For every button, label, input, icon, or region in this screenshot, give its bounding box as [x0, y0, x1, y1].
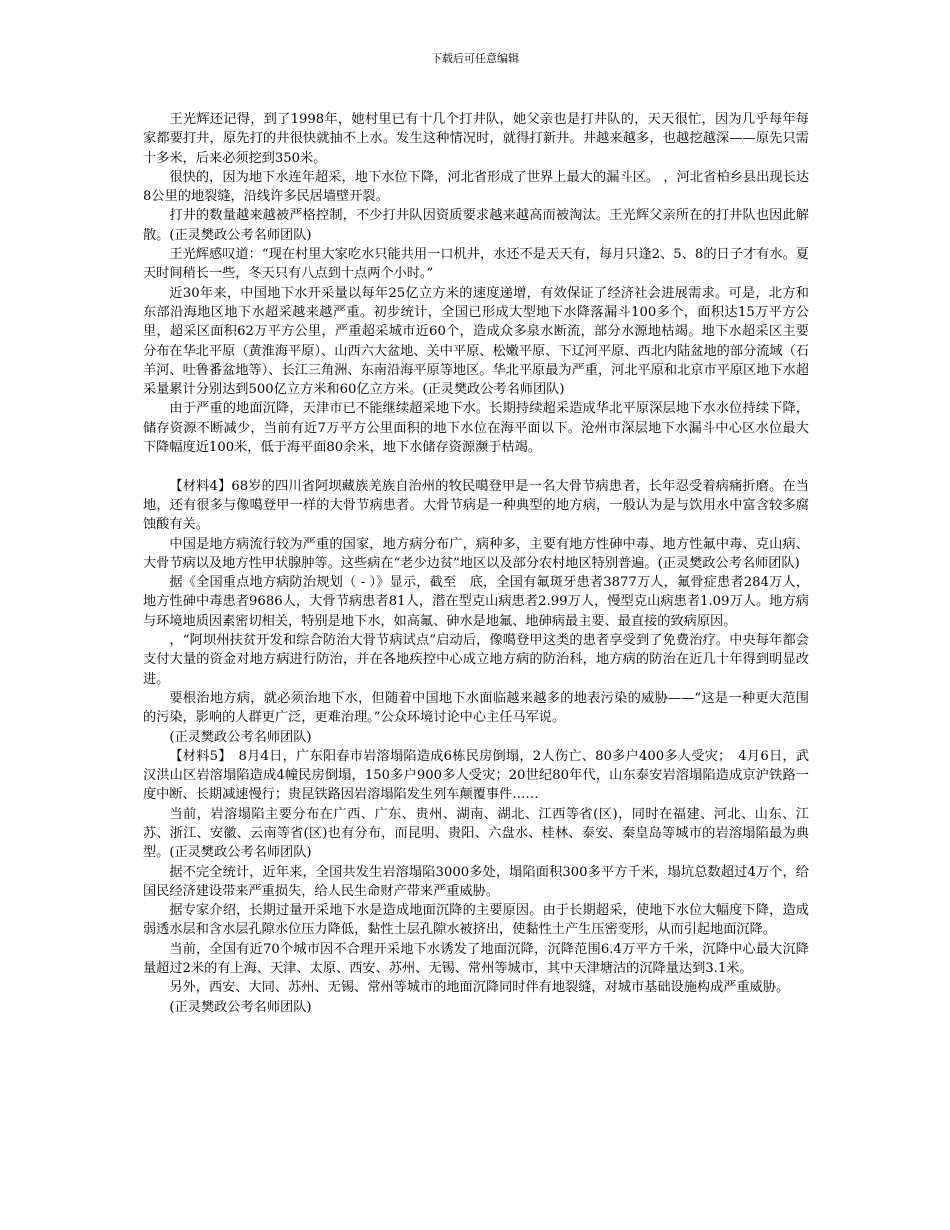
paragraph: 【材料5】 8月4日，广东阳春市岩溶塌陷造成6栋民房倒塌，2人伤亡、80多户400多人受灾； 4月6日，武汉洪山区岩溶塌陷造成4幢民房倒塌，150多户900多人受灾；20世纪80年代，山东泰安岩溶塌陷造成京沪铁路一度中断、长期减速慢行；贵昆铁路因岩溶塌陷发生列车颠覆事件……: [143, 748, 809, 803]
paragraph: 要根治地方病，就必须治地下水，但随着中国地下水面临越来越多的地表污染的威胁——“这是一种更大范围的污染，影响的人群更广泛，更难治理。”公众环境讨论中心主任马军说。: [143, 690, 809, 726]
paragraph: (正灵樊政公考名师团队): [169, 729, 312, 745]
blank-line: [143, 457, 809, 476]
paragraph: 王光辉感叹道：“现在村里大家吃水只能共用一口机井，水还不是天天有，每月只逢2、5、8的日子才有水。夏天时间稍长一些，冬天只有八点到十点两个小时。”: [143, 247, 809, 282]
paragraph: 据不完全统计，近年来，全国共发生岩溶塌陷3000多处，塌陷面积300多平方千米，塌坑总数超过4万个，给国民经济建设带来严重损失，给人民生命财产带来严重威胁。: [143, 864, 809, 899]
paragraph: 打井的数量越来越被严格控制，不少打井队因资质要求越来越高而被淘汰。王光辉父亲所在的打井队也因此解散。(正灵樊政公考名师团队): [143, 208, 809, 243]
document-body: [143, 110, 809, 1017]
paragraph: ，“阿坝州扶贫开发和综合防治大骨节病试点”启动后，像噶登甲这类的患者享受到了免费治疗。中央每年都会支付大量的资金对地方病进行防治，并在各地疾控中心成立地方病的防治科，地方病的防治在近几十年得到明显改进。: [143, 633, 809, 687]
paragraph: 近30年来，中国地下水开采量以每年25亿立方米的速度递增，有效保证了经济社会进展需求。可是，北方和东部沿海地区地下水超采越来越严重。初步统计，全国已形成大型地下水降落漏斗100多个，面积达15万平方公里，超采区面积62万平方公里，严重超采城市近60个，造成众多泉水断流，部分水源地枯竭。地下水超采区主要分布在华北平原（黄淮海平原）、山西六大盆地、关中平原、松嫩平原、下辽河平原、西北内陆盆地的部分流域（石羊河、吐鲁番盆地等）、长江三角洲、东南沿海平原等地区。华北平原最为严重，河北平原和北京市平原区地下水超采量累计分别达到500亿立方米和60亿立方米。(正灵樊政公考名师团队): [143, 285, 809, 398]
page-header: 下载后可任意编辑: [431, 52, 519, 65]
paragraph: 另外，西安、大同、苏州、无锡、常州等城市的地面沉降同时伴有地裂缝，对城市基础设施构成严重威胁。: [169, 980, 790, 996]
paragraph: 据《全国重点地方病防治规划（ - ）》显示，截至 底，全国有氟斑牙患者3877万人，氟骨症患者284万人，地方性砷中毒患者9686人，大骨节病患者81人，潜在型克山病患者2.99万人，慢型克山病患者1.09万人。地方病与环境地质因素密切相关，特别是地下水，如高氟、砷水是地氟、地砷病最主要、最直接的致病原因。: [143, 575, 809, 629]
paragraph: 很快的，因为地下水连年超采，地下水位下降，河北省形成了世界上最大的漏斗区。 ，河北省柏乡县出现长达8公里的地裂缝，沿线许多民居墙壁开裂。: [143, 169, 809, 205]
paragraph: 据专家介绍，长期过量开采地下水是造成地面沉降的主要原因。由于长期超采，使地下水位大幅度下降，造成弱透水层和含水层孔隙水位压力降低，黏性土层孔隙水被挤出，使黏性土产生压密变形，从而引起地面沉降。: [143, 903, 809, 938]
paragraph: 中国是地方病流行较为严重的国家，地方病分布广，病种多，主要有地方性砷中毒、地方性氟中毒、克山病、大骨节病以及地方性甲状腺肿等。这些病在“老少边贫”地区以及部分农村地区特别普遍。(正灵樊政公考名师团队): [143, 536, 809, 571]
paragraph: (正灵樊政公考名师团队): [169, 999, 312, 1015]
paragraph: 【材料4】68岁的四川省阿坝藏族羌族自治州的牧民噶登甲是一名大骨节病患者，长年忍受着病痛折磨。在当地，还有很多与像噶登甲一样的大骨节病患者。大骨节病是一种典型的地方病，一般认为是与饮用水中富含较多腐蚀酸有关。: [143, 478, 809, 533]
paragraph: 王光辉还记得，到了1998年，她村里已有十几个打井队，她父亲也是打井队的，天天很忙，因为几乎每年每家都要打井，原先打的井很快就抽不上水。发生这种情况时，就得打新井。井越来越多，也越挖越深——原先只需十多米，后来必须挖到350米。: [143, 112, 809, 166]
paragraph: 由于严重的地面沉降，天津市已不能继续超采地下水。长期持续超采造成华北平原深层地下水水位持续下降，储存资源不断减少，当前有近7万平方公里面积的地下水位在海平面以下。沧州市深层地下水漏斗中心区水位最大下降幅度近100米，低于海平面80余米，地下水储存资源濒于枯竭。: [143, 401, 809, 456]
paragraph: 当前，全国有近70个城市因不合理开采地下水诱发了地面沉降，沉降范围6.4万平方千米，沉降中心最大沉降量超过2米的有上海、天津、太原、西安、苏州、无锡、常州等城市，其中天津塘沽的沉降量达到3.1米。: [143, 941, 809, 977]
paragraph: 当前，岩溶塌陷主要分布在广西、广东、贵州、湖南、湖北、江西等省(区)，同时在福建、河北、山东、江苏、浙江、安徽、云南等省(区)也有分布，而昆明、贵阳、六盘水、桂林、泰安、秦皇岛等城市的岩溶塌陷最为典型。(正灵樊政公考名师团队): [143, 806, 809, 861]
